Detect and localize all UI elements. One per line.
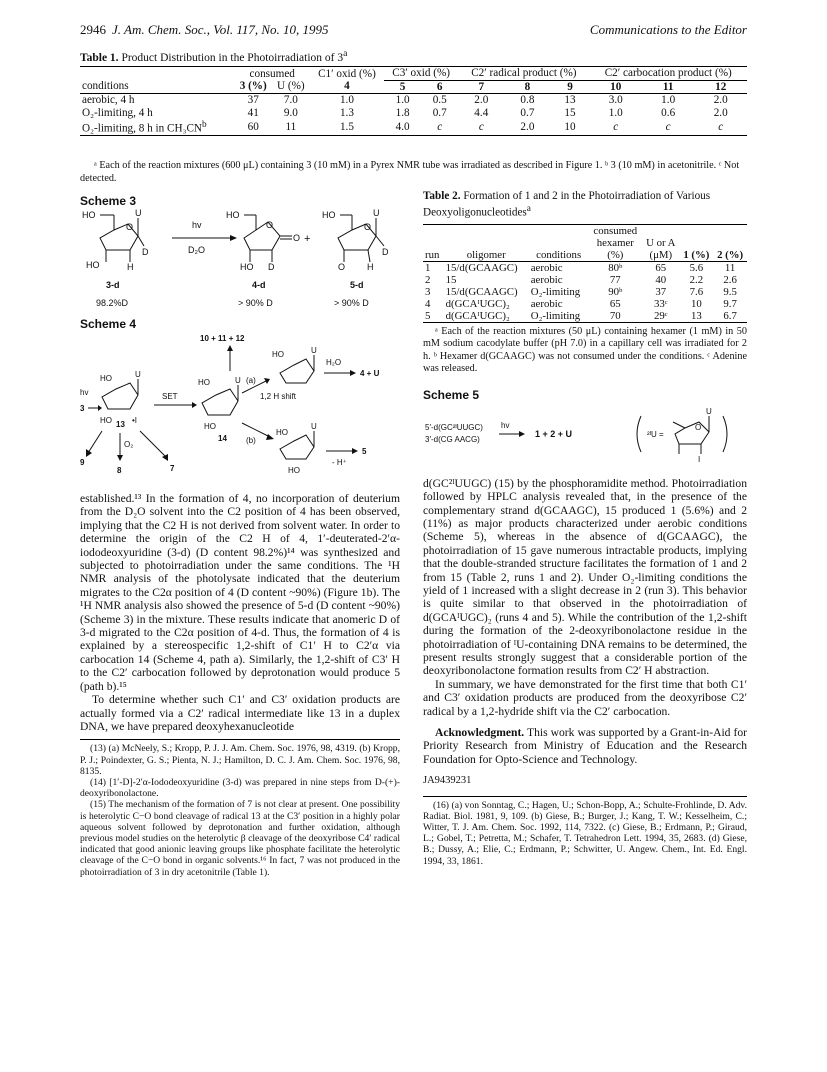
scheme3-content-5d: > 90% D (334, 298, 369, 308)
scheme4-atom: HO (276, 428, 288, 437)
reference-entry: (16) (a) von Sonntag, C.; Hagen, U.; Schon-Bopp, A.; Schulte-Frohlinde, D. Adv. Radiat. Biol. 1981, 9, 109. (b) Giese, B.; Burger, J.; Kang, T. W.; Kesselheim, C.; Witter, T. J. Am. Chem. Soc. 1992, 114, 7322. (c) Giese, B.; Erdmann, P.; Giraud, L.; Gobel, T.; Petretta, M.; Schafer, T. Tetrahedron Lett. 1994, 35, 2683. (d) Giese, B.; Dussy, A.; Elie, C.; Erdmann, P.; Schwitter, U. Angew. Chem., Int. Ed. Engl. 1994, 33, 1861. (423, 799, 747, 867)
table2-head-um: (μM) (642, 249, 679, 262)
scheme3-diagram (80, 208, 400, 310)
scheme3-label-4d: 4-d (252, 280, 266, 290)
scheme5-atom: O (695, 422, 702, 432)
table2-caption-text: Formation of 1 and 2 in the Photoirradiation of Various Deoxyoligonucleotides (423, 190, 711, 219)
table-row (423, 261, 747, 274)
table-row (423, 274, 747, 286)
table1-cell: 1.8 (395, 106, 410, 119)
table2-cell-run: 1 (425, 261, 431, 274)
table1-cell: c (718, 120, 724, 133)
table1-cell: 2.0 (713, 94, 728, 106)
scheme3-content-3d: 98.2%D (96, 298, 129, 308)
table1-cell: 2.0 (520, 120, 535, 133)
left-paragraph-2: To determine whether such C1′ and C3′ oxidation products are actually formed via a C2′ radical intermediate like 13 in a duplex DNA, we have prepared deoxyhexanucleotide (80, 693, 400, 733)
table1-group-c1: C1′ oxid (%) (318, 67, 376, 80)
table2-cell-two: 9.7 (723, 297, 737, 310)
scheme3-molecule-5d (322, 208, 389, 272)
table1-cell: 11 (285, 120, 297, 133)
table2-cell-oligomer: d(GCAᴵUGC)₂ (445, 309, 510, 322)
table-row (423, 286, 747, 298)
table1-column-header-row (80, 80, 747, 94)
table1-label: Table 1. (80, 51, 119, 64)
table2-cell-uora: 37 (655, 285, 667, 298)
table1-caption (80, 48, 347, 64)
table2-head-consumed: consumed (593, 224, 638, 237)
table1-cell: 41 (247, 106, 259, 119)
header-left (80, 22, 329, 38)
table2-cell-one: 7.6 (689, 285, 704, 298)
left-body-text (80, 492, 400, 733)
scheme3-molecule-3d (82, 208, 149, 272)
table1-cell: 37 (247, 94, 259, 106)
table2-cell-run: 5 (425, 309, 431, 322)
scheme3-solvent: D₂O (188, 245, 205, 255)
acknowledgment (423, 726, 747, 766)
table1-cell: c (478, 120, 484, 133)
table1-cell: 1.5 (339, 120, 354, 133)
scheme4-diagram (80, 331, 400, 479)
table1-cell: 13 (564, 94, 576, 106)
table2-cell-consumed: 65 (609, 297, 621, 310)
scheme3-atom: HO (226, 210, 240, 220)
table1-col-header: 10 (589, 80, 641, 94)
scheme5-strand2: 3′-d(CG AACG) (425, 434, 480, 444)
table2-cell-oligomer: 15/d(GCAAGC) (445, 285, 518, 298)
table2-head-oligomer: oligomer (444, 249, 529, 262)
left-column (80, 190, 400, 878)
table2-cell-consumed: 80ᵇ (608, 261, 623, 274)
scheme4-atom: U (235, 376, 241, 385)
scheme4-path-b: (b) (246, 436, 256, 445)
table2-caption-note: a (526, 204, 531, 214)
table2-cell-oligomer: d(GCAᴵUGC)₂ (445, 297, 510, 310)
table1-condition: O₂-limiting, 8 h in $CH_3CN^b$ (82, 120, 207, 135)
table2-head-hexamer: hexamer (596, 236, 634, 249)
table2-head-2: 2 (%) (713, 249, 747, 262)
left-references (80, 739, 400, 877)
scheme4-atom: U (311, 422, 317, 431)
table1-cell: c (437, 120, 443, 133)
left-paragraph-1: established.¹³ In the formation of 4, no incorporation of deuterium from the D₂O solvent into the C2 position of 4 has been observed, implying that the C2 H is not derived from solvent water. In order to determine the origin of the C2 H of 4, 1′-deuterated-2′α-iododeoxyuridine (3-d) (D content 98.2%)¹⁴ was synthesized and subjected to photoirradiation under the same conditions. The ¹H NMR analysis of the photolysate indicated that the deuterium migrates to the C2α position of 4 (D content ~90%) (Figure 1b). The ¹H NMR analysis also showed the presence of 5-d (D content ~90%) (Scheme 3) in the mixture. These results indicate that anomeric D of 3-d migrated to the C2α position of 4-d. Thus, the formation of 4 is explained by a stereospecific 1,2-shift of C1′ H to C2′α via carbocation 14 (Scheme 4, path a). Similarly, the 1,2-shift of C3′ H to the C2′ carbocation followed by deprotonation would produce 5 (path b).¹⁵ (80, 492, 400, 693)
running-header (80, 22, 747, 38)
scheme4-num-7: 7 (170, 464, 175, 473)
scheme4-shift: 1,2 H shift (260, 392, 297, 401)
ack-title: Acknowledgment. (435, 726, 525, 740)
table1-cell: 0.7 (432, 106, 447, 119)
table2-cell-uora: 33ᶜ (654, 297, 668, 310)
scheme4-num-3: 3 (80, 404, 85, 413)
scheme4-o2: O₂ (124, 440, 134, 449)
table1-group-consumed: consumed (249, 67, 295, 80)
table1-group-c3: C3′ oxid (%) (384, 67, 458, 81)
table2-caption (423, 190, 747, 220)
table2-cell-two: 2.6 (723, 273, 737, 286)
table2-cell-uora: 40 (655, 273, 667, 286)
table1-col-header: conditions (80, 80, 235, 94)
table2-footnote: ᵃ Each of the reaction mixtures (50 μL) containing hexamer (1 mM) in 50 mM sodium cacodylate buffer (pH 7.0) in a capillary cell was irradiated for 2 h. ᵇ Hexamer d(GCAAGC) was not consumed under the conditions. ᶜ Adenine was released. (423, 325, 747, 375)
svg-text:•I: •I (132, 416, 138, 425)
table1-caption-note: a (343, 48, 348, 59)
scheme3-atom: O (266, 220, 274, 230)
scheme4-atom: HO (272, 350, 284, 359)
scheme3-atom: HO (240, 262, 254, 272)
scheme4-num-13: 13 (116, 420, 125, 429)
table2-cell-conditions: aerobic (530, 297, 563, 310)
scheme3-atom: H (367, 262, 374, 272)
manuscript-code: JA9439231 (423, 775, 472, 787)
scheme3-title: Scheme 3 (80, 194, 137, 208)
scheme3-atom: HO (322, 210, 336, 220)
scheme4-atom: U (311, 346, 317, 355)
right-paragraph-1: d(GC²ᴵUUGC) (15) by the phosphoramidite method. Photoirradiation followed by HPLC analysis revealed that, in the presence of the complementary strand d(GCAAGC), 15 produced 1 (5.6%) and 2 (11%) as major products characterized under aerobic conditions (Scheme 5), whereas in the absence of d(GCAAGC), the photoirradiation of 15 gave numerous intractable products, implying that the double-stranded structure facilitates the formation of 1 and 2 from 15 (Table 2, runs 1 and 2). Under O₂-limiting conditions the yield of 1 increased with a slight decrease in 2 (run 3). This behavior is quite similar to that observed in the photoirradiation of d(GCAᴵUGC)₂ (runs 4 and 5). While the contribution of the 1,2-shift during the formation of the 2-deoxyribonolactone residue in the photoirradiation of ᴵU-containing DNA remains to be determined, the present results strongly suggest that a considerable portion of the deoxyribonolactone formation results from C2′ H abstraction. (423, 476, 747, 678)
reference-entry: (15) The mechanism of the formation of 7 is not clear at present. One possibility is heterolytic C−O bond cleavage of radical 13 at the C3′ position in a highly polar aqueous solvent followed by deprotonation and further oxidation, although previous model studies on the heterolytic β cleavage of the deoxyribose C4′ radical indicated that good anionic leaving groups like phosphate facilitate the heterolytic cleavage of the C−O bond in organic solvents.¹⁶ In fact, 7 was not produced in the photoirradiation of 3 in dry acetonitrile (Table 1). (80, 799, 400, 878)
table1-cell: 1.3 (339, 106, 354, 119)
table2-cell-conditions: O₂-limiting (530, 309, 581, 322)
scheme5-title: Scheme 5 (423, 387, 480, 402)
table2-body (423, 261, 747, 322)
scheme5-atom: I (698, 454, 701, 464)
table2-cell-conditions: aerobic (530, 261, 563, 274)
table1-cell: 0.5 (432, 94, 447, 106)
table2-cell-consumed: 90ᵇ (608, 285, 623, 298)
table1-cell: 2.0 (713, 106, 728, 119)
scheme3-atom: U (135, 208, 142, 218)
table-row (80, 107, 747, 120)
scheme4-top-products: 10 + 11 + 12 (200, 334, 245, 343)
table2-cell-run: 3 (425, 285, 431, 298)
table-row (80, 119, 747, 136)
page-number: 2946 (80, 22, 106, 37)
right-column (423, 190, 747, 867)
table1-cell: 9.0 (283, 106, 298, 119)
scheme3-atom: O (338, 262, 346, 272)
table2-cell-one: 2.2 (689, 273, 704, 286)
table1-cell: 1.0 (608, 106, 623, 119)
table2 (423, 224, 747, 323)
table2-head-pct: (%) (589, 249, 643, 262)
table1 (80, 66, 747, 136)
table2-cell-uora: 29ᶜ (654, 309, 668, 322)
table1-cell: c (665, 120, 671, 133)
table-row (423, 310, 747, 323)
table1-cell: c (613, 120, 619, 133)
table2-cell-consumed: 70 (609, 309, 621, 322)
table2-label: Table 2. (423, 190, 461, 202)
scheme4-atom: HO (204, 422, 216, 431)
table-row (80, 94, 747, 107)
table2-head-1: 1 (%) (680, 249, 714, 262)
scheme3-atom: HO (82, 210, 96, 220)
table1-cell: 3.0 (608, 94, 623, 106)
table1-cell: 4.4 (474, 106, 489, 119)
table1-col-header: 11 (642, 80, 694, 94)
scheme3-label-3d: 3-d (106, 280, 120, 290)
table1-col-header: 12 (694, 80, 747, 94)
reference-entry: (13) (a) McNeely, S.; Kropp, P. J. J. Am. Chem. Soc. 1976, 98, 4319. (b) Kropp, P. J.; Poindexter, G. S.; Pienta, N. J.; Hamilton, D. C. J. Am. Chem. Soc. 1976, 98, 8135. (80, 743, 400, 777)
table1-cell: 10 (564, 120, 576, 133)
table1-col-header: 5 (384, 80, 421, 94)
table2-cell-run: 4 (425, 297, 431, 310)
table2-cell-one: 5.6 (689, 261, 704, 274)
scheme3-atom: D (382, 247, 389, 257)
scheme4-h2o: H₂O (326, 358, 342, 367)
ack-text: This work was supported by a Grant-in-Aid for Priority Research from Ministry of Education and the Research Foundation for Opto-Science and Technology. (423, 726, 747, 766)
table2-head-conditions: conditions (529, 249, 589, 262)
table1-cell: 4.0 (395, 120, 410, 133)
scheme3-molecule-4d (226, 210, 300, 272)
scheme4-path-a: (a) (246, 376, 256, 385)
table1-col-header: 6 (421, 80, 458, 94)
scheme4-atom: HO (198, 378, 210, 387)
table2-cell-oligomer: 15 (445, 273, 457, 286)
table1-col-header: 3 (%) (235, 80, 272, 94)
reference-entry: (14) [1′-D]-2′α-Iododeoxyuridine (3-d) was prepared in nine steps from D-(+)-deoxyribonolactone. (80, 776, 400, 800)
scheme4-num-5: 5 (362, 447, 367, 456)
right-references (423, 796, 747, 867)
table2-cell-conditions: O₂-limiting (530, 285, 581, 298)
scheme3-atom: O (364, 222, 372, 232)
table2-cell-two: 9.5 (723, 285, 737, 298)
scheme4-title: Scheme 4 (80, 317, 137, 331)
svg-text:+: + (304, 233, 311, 245)
scheme4-hplus: - H⁺ (332, 458, 347, 467)
table1-col-header: 4 (310, 80, 384, 94)
scheme5-products: 1 + 2 + U (535, 428, 573, 439)
table2-cell-two: 11 (724, 261, 736, 274)
journal-citation: J. Am. Chem. Soc., Vol. 117, No. 10, 1995 (112, 22, 329, 37)
table1-cell: 7.0 (283, 94, 298, 106)
scheme4-atom: HO (100, 374, 112, 383)
right-paragraph-2: In summary, we have demonstrated for the first time that both C1′ and C3′ oxidation products are produced from the deoxyribose C2′ radical by a 1,2-hydride shift via the C2′ carbocation. (423, 677, 747, 718)
table1-cell: 60 (247, 120, 259, 133)
scheme3-atom: H (127, 262, 134, 272)
table1-condition: aerobic, 4 h (82, 94, 135, 106)
scheme4-atom: U (135, 370, 141, 379)
table1-cell: 1.0 (395, 94, 410, 106)
table2-head-uora: U or A (646, 236, 676, 249)
scheme3-content-4d: > 90% D (238, 298, 273, 308)
table1-condition: O₂-limiting, 4 h (82, 106, 153, 119)
scheme5-hv: hv (501, 420, 510, 430)
table1-cell: 15 (564, 106, 576, 119)
table1-cell: 1.0 (339, 94, 354, 106)
table1-footnote: ᵃ Each of the reaction mixtures (600 μL) containing 3 (10 mM) in a Pyrex NMR tube was irradiated as described in Figure 1. ᵇ 3 (10 mM) in acetonitrile. ᶜ Not detected. (80, 160, 740, 184)
table2-cell-one: 13 (690, 309, 702, 322)
section-name: Communications to the Editor (589, 22, 747, 37)
scheme4-num-14: 14 (218, 434, 227, 443)
table1-col-header: 7 (458, 80, 504, 94)
table2-head-run: run (423, 249, 444, 262)
scheme4-product: 4 + U (360, 369, 380, 378)
table2-cell-conditions: aerobic (530, 273, 563, 286)
table2-cell-uora: 65 (655, 261, 667, 274)
scheme3-atom: O (126, 222, 134, 232)
table1-body (80, 94, 747, 136)
table2-cell-two: 6.7 (723, 309, 737, 322)
table1-cell: 2.0 (474, 94, 489, 106)
table2-cell-one: 10 (690, 297, 702, 310)
scheme3-hv: hv (192, 220, 202, 230)
scheme5-def: ²ᴵU = (647, 429, 664, 439)
table1-header-row1 (80, 67, 747, 81)
table1-cell: 0.6 (661, 106, 676, 119)
table1-col-header: U (%) (272, 80, 310, 94)
right-body-text (423, 477, 747, 788)
table1-cell: 1.0 (661, 94, 676, 106)
scheme5-diagram (423, 402, 747, 464)
scheme4-set: SET (162, 392, 178, 401)
table-row (423, 298, 747, 310)
table1-col-header: 8 (504, 80, 550, 94)
table1-cell: 0.8 (520, 94, 535, 106)
table2-cell-oligomer: 15/d(GCAAGC) (445, 261, 518, 274)
table2-cell-consumed: 77 (609, 273, 621, 286)
scheme3-atom: D (142, 247, 149, 257)
scheme4-atom: HO (288, 466, 300, 475)
scheme3-label-5d: 5-d (350, 280, 364, 290)
table1-cell: 0.7 (520, 106, 535, 119)
scheme5-strand1: 5′-d(GC²ᴵUUGC) (425, 422, 483, 432)
scheme3-atom: HO (86, 260, 100, 270)
table1-col-header: 9 (550, 80, 589, 94)
table1-group-c2-carbocation: C2′ carbocation product (%) (589, 67, 747, 81)
table1-caption-text: Product Distribution in the Photoirradiation of 3 (121, 51, 344, 64)
scheme4-num-9: 9 (80, 458, 85, 467)
scheme5-atom: U (706, 406, 712, 416)
scheme3-atom: O (293, 233, 301, 243)
scheme4-hv: hv (80, 388, 89, 397)
scheme3-atom: U (373, 208, 380, 218)
table1-group-c2-radical: C2′ radical product (%) (458, 67, 589, 81)
table2-cell-run: 2 (425, 273, 431, 286)
scheme4-atom: HO (100, 416, 112, 425)
scheme3-atom: D (268, 262, 275, 272)
scheme4-num-8: 8 (117, 466, 122, 475)
